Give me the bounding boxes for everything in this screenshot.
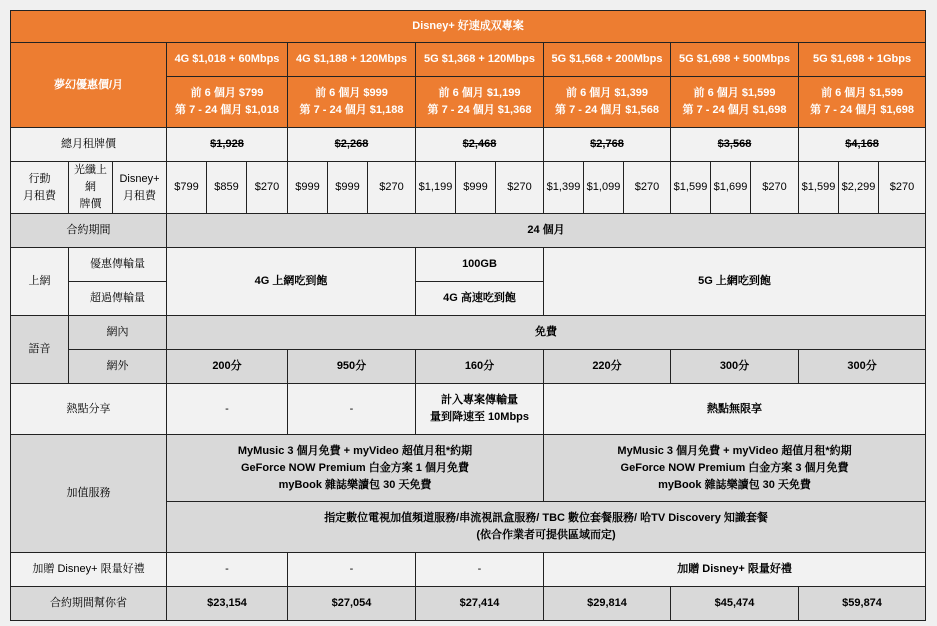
vas-label: 加值服務 [11,435,167,553]
voice-offnet-value: 220分 [544,350,671,384]
data-label: 上網 [11,248,69,316]
price-months-7-24: 第 7 - 24 個月 $1,018 [175,104,279,116]
vas-line: (依合作業者可提供區域而定) [476,529,616,541]
savings-value: $27,414 [416,587,544,621]
plan-promo-price [288,77,416,128]
price-first-6-months: 前 6 個月 $799 [190,87,264,99]
plan-promo-price [416,77,544,128]
price-months-7-24: 第 7 - 24 個月 $1,698 [810,104,915,116]
fiber-price-value: $999 [328,162,368,214]
plan-name: 4G $1,018 + 60Mbps [167,43,288,77]
plan-name: 5G $1,368 + 120Mbps [416,43,544,77]
savings-value: $59,874 [799,587,926,621]
gift-value: - [167,553,288,587]
hotspot-value: - [167,384,288,435]
vas-group-b [544,435,926,502]
price-months-7-24: 第 7 - 24 個月 $1,188 [299,104,404,116]
price-months-7-24: 第 7 - 24 個月 $1,698 [682,104,787,116]
contract-value: 24 個月 [167,214,926,248]
disney-rent-value: $270 [247,162,288,214]
data-4g-fast: 4G 高速吃到飽 [416,282,544,316]
savings-label: 合約期間幫你省 [11,587,167,621]
plan-comparison-table [10,10,926,621]
voice-label: 語音 [11,316,69,384]
list-price: $2,768 [544,128,671,162]
disney-rent-value: $270 [496,162,544,214]
price-first-6-months: 前 6 個月 $1,399 [566,87,648,99]
table-title: Disney+ 好速成双專案 [11,11,926,43]
disney-rent-value: $270 [368,162,416,214]
vas-line: myBook 雜誌樂讀包 30 天免費 [278,478,432,491]
gift-value: - [416,553,544,587]
savings-value: $29,814 [544,587,671,621]
fiber-price-value: $1,099 [584,162,624,214]
dream-price-label: 夢幻優惠價/月 [11,43,167,128]
mobile-rent-value: $999 [288,162,328,214]
disney-rent-value: $270 [751,162,799,214]
gift-value: - [288,553,416,587]
vas-line: GeForce NOW Premium 白金方案 3 個月免費 [620,461,849,474]
list-price: $2,468 [416,128,544,162]
hotspot-unlimited: 熱點無限享 [544,384,926,435]
plan-name: 5G $1,568 + 200Mbps [544,43,671,77]
savings-value: $45,474 [671,587,799,621]
list-price-label: 總月租牌價 [11,128,167,162]
plan-name: 4G $1,188 + 120Mbps [288,43,416,77]
fiber-price-value: $859 [207,162,247,214]
list-price: $2,268 [288,128,416,162]
disney-rent-value: $270 [879,162,926,214]
vas-line: GeForce NOW Premium 白金方案 1 個月免費 [241,461,469,474]
contract-label: 合約期間 [11,214,167,248]
mobile-rent-label: 行動 月租費 [11,162,69,214]
data-4g-unlimited: 4G 上網吃到飽 [167,248,416,316]
vas-line: 指定數位電視加值頻道服務/串流視訊盒服務/ TBC 數位套餐服務/ 哈TV Discovery 知識套餐 [324,512,768,524]
mobile-rent-value: $1,199 [416,162,456,214]
fiber-price-value: $999 [456,162,496,214]
price-months-7-24: 第 7 - 24 個月 $1,368 [427,104,532,116]
gift-value: 加贈 Disney+ 限量好禮 [544,553,926,587]
price-first-6-months: 前 6 個月 $999 [315,87,388,99]
voice-offnet-value: 950分 [288,350,416,384]
price-months-7-24: 第 7 - 24 個月 $1,568 [555,104,659,116]
voice-onnet-value: 免費 [167,316,926,350]
plan-name: 5G $1,698 + 1Gbps [799,43,926,77]
disney-rent-label: Disney+ 月租費 [113,162,167,214]
data-5g-unlimited: 5G 上網吃到飽 [544,248,926,316]
gift-label: 加贈 Disney+ 限量好禮 [11,553,167,587]
savings-value: $23,154 [167,587,288,621]
data-quota-label: 優惠傳輸量 [69,248,167,282]
price-first-6-months: 前 6 個月 $1,599 [821,87,903,99]
voice-onnet-label: 網內 [69,316,167,350]
voice-offnet-value: 200分 [167,350,288,384]
vas-line: MyMusic 3 個月免費 + myVideo 超值月租*約期 [617,444,852,457]
voice-offnet-label: 網外 [69,350,167,384]
plan-promo-price [671,77,799,128]
price-first-6-months: 前 6 個月 $1,599 [693,87,776,99]
mobile-rent-value: $1,599 [671,162,711,214]
hotspot-counted: 計入專案傳輸量 量到降速至 10Mbps [416,384,544,435]
fiber-price-value: $2,299 [839,162,879,214]
list-price: $1,928 [167,128,288,162]
voice-offnet-value: 160分 [416,350,544,384]
list-price: $3,568 [671,128,799,162]
plan-promo-price [544,77,671,128]
savings-value: $27,054 [288,587,416,621]
price-first-6-months: 前 6 個月 $1,199 [438,87,521,99]
vas-line: MyMusic 3 個月免費 + myVideo 超值月租*約期 [237,444,473,457]
fiber-price-value: $1,699 [711,162,751,214]
mobile-rent-value: $1,599 [799,162,839,214]
list-price: $4,168 [799,128,926,162]
mobile-rent-value: $1,399 [544,162,584,214]
data-100gb: 100GB [416,248,544,282]
mobile-rent-value: $799 [167,162,207,214]
hotspot-label: 熱點分享 [11,384,167,435]
vas-common [167,502,926,553]
plan-promo-price [167,77,288,128]
hotspot-value: - [288,384,416,435]
plan-name: 5G $1,698 + 500Mbps [671,43,799,77]
voice-offnet-value: 300分 [799,350,926,384]
data-over-label: 超過傳輸量 [69,282,167,316]
fiber-price-label: 光纖上網 牌價 [69,162,113,214]
vas-line: myBook 雜誌樂讀包 30 天免費 [658,478,811,491]
voice-offnet-value: 300分 [671,350,799,384]
plan-promo-price [799,77,926,128]
vas-group-a [167,435,544,502]
disney-rent-value: $270 [624,162,671,214]
